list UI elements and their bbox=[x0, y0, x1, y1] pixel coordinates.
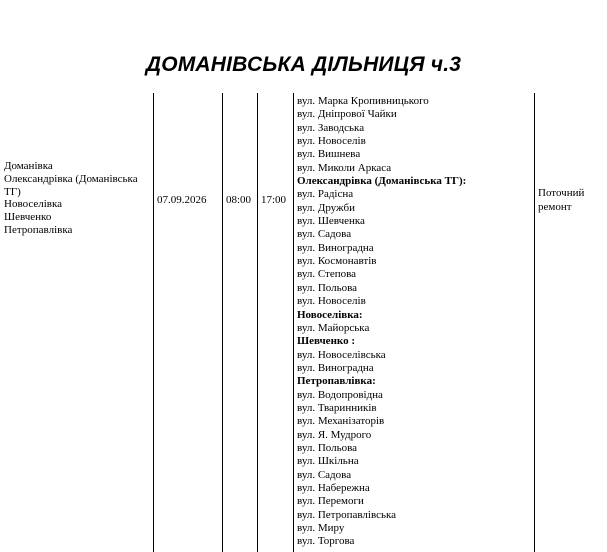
settlement-name: Олександрівка (Доманівська ТГ) bbox=[4, 172, 138, 198]
street-name: вул. Новоселів bbox=[297, 135, 366, 148]
street-name: вул. Новоселів bbox=[297, 295, 366, 308]
streets-cell bbox=[297, 95, 466, 549]
street-name: вул. Вишнева bbox=[297, 148, 361, 161]
street-name: вул. Шкільна bbox=[297, 455, 359, 468]
settlement-header: Новоселівка: bbox=[297, 308, 363, 321]
settlement-name: Шевченко bbox=[4, 211, 52, 224]
end-time-cell: 17:00 bbox=[261, 194, 287, 206]
street-name: вул. Виноградна bbox=[297, 241, 374, 254]
reason-cell: Поточний ремонт bbox=[538, 187, 585, 213]
start-time-cell: 08:00 bbox=[226, 194, 252, 206]
street-name: вул. Набережна bbox=[297, 481, 370, 494]
street-name: вул. Шевченка bbox=[297, 215, 365, 228]
settlement-header: Петропавлівка: bbox=[297, 375, 376, 388]
street-name: вул. Торгова bbox=[297, 535, 355, 548]
street-name: вул. Радісна bbox=[297, 188, 354, 201]
street-name: вул. Садова bbox=[297, 468, 352, 481]
street-name: вул. Я. Мудрого bbox=[297, 428, 372, 441]
street-name: вул. Дніпрової Чайки bbox=[297, 108, 397, 121]
street-name: вул. Майорська bbox=[297, 321, 370, 334]
street-name: вул. Тваринників bbox=[297, 401, 377, 414]
street-name: вул. Дружби bbox=[297, 201, 355, 214]
settlement-name: Петропавлівка bbox=[4, 223, 73, 236]
street-name: вул. Польова bbox=[297, 441, 358, 454]
table-border bbox=[153, 93, 154, 552]
street-name: вул. Петропавлівська bbox=[297, 508, 397, 521]
street-name: вул. Заводська bbox=[297, 121, 365, 134]
street-name: вул. Миру bbox=[297, 522, 345, 534]
table-border bbox=[257, 93, 258, 552]
street-name: вул. Перемоги bbox=[297, 495, 364, 508]
street-name: вул. Садова bbox=[297, 228, 352, 241]
street-name: вул. Марка Кропивницького bbox=[297, 95, 429, 107]
settlement-header: Олександрівка (Доманівська ТГ): bbox=[297, 175, 467, 188]
settlements-cell bbox=[4, 160, 152, 237]
street-name: вул. Польова bbox=[297, 281, 358, 294]
street-name: вул. Механізаторів bbox=[297, 415, 385, 428]
table-border bbox=[293, 93, 294, 552]
street-name: вул. Миколи Аркаса bbox=[297, 161, 392, 174]
street-name: вул. Водопровідна bbox=[297, 388, 383, 401]
settlement-header: Шевченко : bbox=[297, 335, 356, 348]
street-name: вул. Степова bbox=[297, 268, 357, 281]
street-name: вул. Новоселівська bbox=[297, 348, 386, 361]
date-cell: 07.09.2026 bbox=[157, 194, 207, 206]
street-name: вул. Виноградна bbox=[297, 361, 374, 374]
table-border bbox=[222, 93, 223, 552]
settlement-name: Новоселівка bbox=[4, 198, 63, 211]
street-name: вул. Космонавтів bbox=[297, 255, 377, 268]
table-border bbox=[534, 93, 535, 552]
settlement-name: Доманівка bbox=[4, 160, 53, 172]
page-title: ДОМАНІВСЬКА ДІЛЬНИЦЯ ч.3 bbox=[145, 53, 462, 76]
